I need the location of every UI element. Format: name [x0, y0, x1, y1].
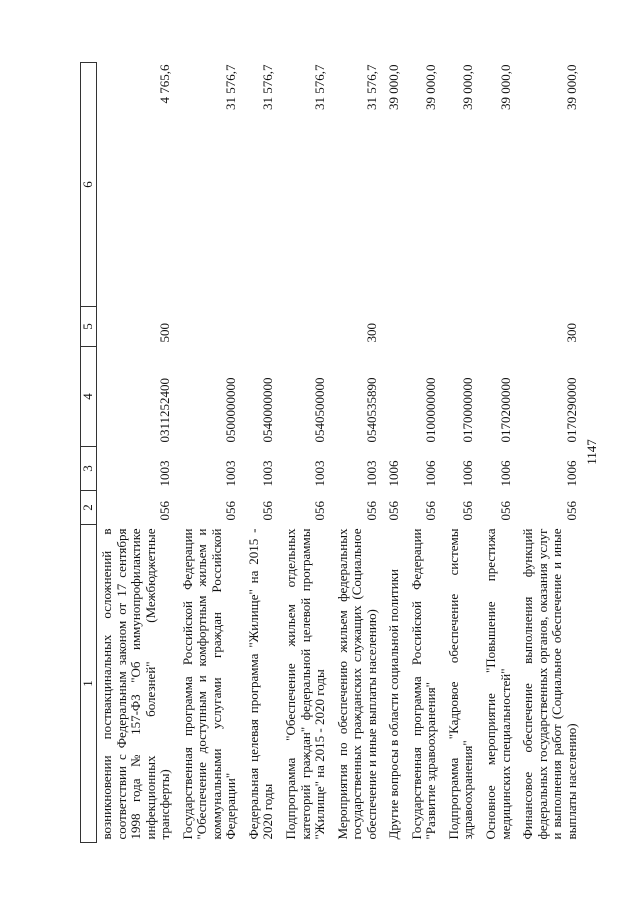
ministry-code: 056 [157, 501, 173, 521]
table-row [97, 63, 178, 843]
section-code: 1003 [312, 460, 328, 487]
expense-type-code [481, 307, 518, 347]
expense-type-code [384, 307, 407, 347]
expense-type-code [178, 307, 244, 347]
header-col-2: 2 [81, 491, 97, 525]
target-article-code: 0170290000 [563, 377, 579, 443]
amount: 31 576,7 [260, 64, 276, 110]
target-article-code: 0100000000 [423, 377, 439, 443]
row-name: Подпрограмма "Кадровое обеспечение системы здравоохранения" [445, 528, 476, 840]
section-code: 1003 [260, 460, 276, 487]
table-row [244, 63, 281, 843]
section-code: 1003 [363, 460, 379, 487]
target-article-code [384, 347, 407, 447]
header-col-4: 4 [81, 347, 97, 447]
table-row [178, 63, 244, 843]
ministry-code: 056 [460, 501, 476, 521]
target-article-code: 0540000000 [260, 377, 276, 443]
row-name: Основное мероприятие "Повышение престижа медицинских специальностей" [483, 528, 513, 840]
row-name: Финансовое обеспечение выполнения функций федеральных государственных органов, оказания услуг и выполнения работ (Социальное обеспечение и иные выплаты населению) [520, 528, 579, 840]
amount: 39 000,0 [563, 64, 579, 110]
target-article-code: 0500000000 [223, 377, 239, 443]
amount: 39 000,0 [460, 64, 476, 110]
target-article-code: 0311252400 [157, 377, 173, 443]
target-article-code: 0540500000 [312, 377, 328, 443]
target-article-code: 0170200000 [497, 377, 513, 443]
table-row [384, 63, 407, 843]
header-col-1: 1 [81, 525, 97, 843]
amount: 39 000,0 [423, 64, 439, 110]
expense-type-code: 300 [563, 323, 579, 343]
row-name: Мероприятия по обеспечению жильем федеральных государственных гражданских служащих (Социальное обеспечение и иные выплаты населению) [334, 528, 379, 840]
section-code: 1006 [497, 460, 513, 487]
row-name: Подпрограмма "Обеспечение жильем отдельных категорий граждан" федеральной целевой программы "Жилище" на 2015 - 2020 годы [283, 528, 328, 840]
budget-table [80, 62, 584, 843]
table-row [444, 63, 481, 843]
target-article-code: 0170000000 [460, 377, 476, 443]
ministry-code: 056 [497, 501, 513, 521]
row-name: Государственная программа Российской Федерации "Развитие здравоохранения" [408, 528, 439, 840]
expense-type-code [281, 307, 333, 347]
target-article-code: 0540535890 [363, 377, 379, 443]
header-col-6: 6 [81, 63, 97, 307]
ministry-code: 056 [223, 501, 239, 521]
row-name: возникновении поствакцинальных осложнений в соответствии с Федеральным законом от 17 сентября 1998 года № 157-ФЗ "Об иммунопрофилактике инфекционных болезней" (Межбюджетные трансферты) [99, 528, 173, 840]
amount: 39 000,0 [497, 64, 513, 110]
amount: 39 000,0 [386, 64, 402, 110]
expense-type-code [244, 307, 281, 347]
ministry-code: 056 [423, 501, 439, 521]
header-col-3: 3 [81, 447, 97, 491]
page-number: 1147 [584, 439, 599, 465]
table-row [518, 63, 584, 843]
amount: 4 765,6 [157, 64, 173, 104]
budget-table-frame [80, 63, 580, 843]
amount: 31 576,7 [223, 64, 239, 110]
expense-type-code: 300 [363, 323, 379, 343]
ministry-code: 056 [563, 501, 579, 521]
ministry-code: 056 [312, 501, 328, 521]
table-row [333, 63, 385, 843]
expense-type-code: 500 [157, 323, 173, 343]
section-code: 1006 [386, 460, 402, 487]
section-code: 1003 [157, 460, 173, 487]
row-name: Государственная программа Российской Федерации "Обеспечение доступным и комфортным жильем и коммунальными услугами граждан Российской Федерации" [179, 528, 239, 840]
expense-type-code [407, 307, 444, 347]
section-code: 1006 [563, 460, 579, 487]
row-name: Другие вопросы в области социальной политики [386, 569, 402, 840]
table-row [281, 63, 333, 843]
header-col-5: 5 [81, 307, 97, 347]
amount: 31 576,7 [312, 64, 328, 110]
ministry-code: 056 [363, 501, 379, 521]
table-row [481, 63, 518, 843]
ministry-code: 056 [260, 501, 276, 521]
expense-type-code [444, 307, 481, 347]
amount: 31 576,7 [363, 64, 379, 110]
header-row [81, 63, 97, 843]
section-code: 1003 [223, 460, 239, 487]
table-row [407, 63, 444, 843]
section-code: 1006 [460, 460, 476, 487]
section-code: 1006 [423, 460, 439, 487]
ministry-code: 056 [386, 501, 402, 521]
row-name: Федеральная целевая программа "Жилище" на 2015 - 2020 годы [245, 528, 276, 840]
